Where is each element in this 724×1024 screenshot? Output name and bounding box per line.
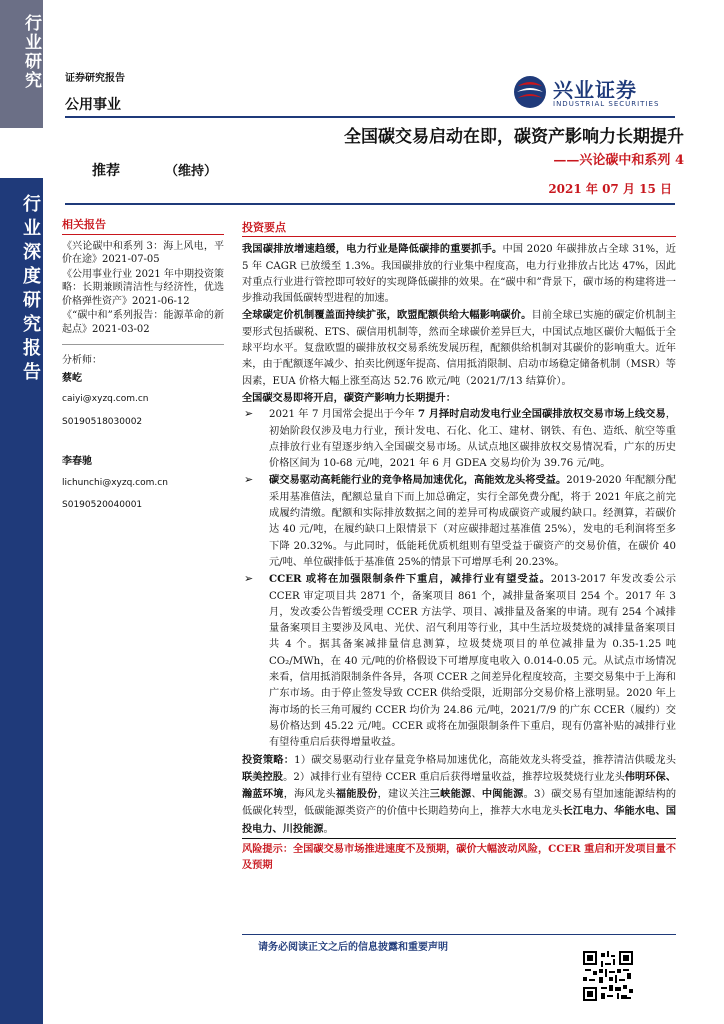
analyst-name: 蔡屹 (62, 372, 82, 384)
strategy-text: 、 (471, 789, 482, 801)
p2-bold: 全球碳定价机制覆盖面持续扩张，欧盟配额供给大幅影响碳价。 (242, 309, 532, 322)
analyst-email[interactable]: lichunchi@xyzq.com.cn (62, 477, 168, 488)
risk-warning: 风险提示：全国碳交易市场推进速度不及预期，碳价大幅波动风险，CCER 重启和开发项目量不及预期 (242, 838, 676, 874)
report-type: 证券研究报告 (65, 73, 125, 84)
p1-bold: 我国碳排放增速趋缓，电力行业是降低碳排的重要抓手。 (242, 243, 503, 256)
p2-text: 目前全球已实施的碳定价机制主要形式包括碳税、ETS、碳信用机制等，然而全球碳价差异巨大，中国试点地区碳价大幅低于全球平均水平。复盘欧盟的碳排放权交易系统发展历程，配额供给机制对其碳价的影响重大。近年来，由于配额逐年减少、拍卖比例逐年提高、信用抵消限制、启动市场稳定储备机制（MSR）等因素，EUA 价格大幅上涨至高达 52.76 欧元/吨（2021/7/13 结算价）。 (242, 310, 677, 387)
bullet-ccer (242, 571, 676, 751)
strategy-text: 。3）碳交易有望加速能源结构的低碳化转型，低碳能源类资产的价值中长期趋势向上，推荐大水电龙头 (242, 789, 677, 818)
sidebar-top-band (0, 0, 43, 128)
sidebar-main-label: 行业深度研究报告 (20, 194, 41, 386)
investment-highlights-heading: 投资要点 (242, 220, 676, 237)
strategy-text: ，建议关注 (377, 789, 430, 801)
industry-name: 公用事业 (65, 97, 121, 113)
b1-bold: 7 月择时启动发电行业全国碳排放权交易市场上线交易 (417, 408, 666, 421)
qr-code-icon (583, 951, 633, 1001)
analyst-name: 李春驰 (62, 456, 92, 467)
report-title: 全国碳交易启动在即，碳资产影响力长期提升 (344, 127, 684, 147)
header-bottom-divider (65, 203, 675, 205)
related-reports-title: 相关报告 (62, 218, 224, 235)
strategy-text: 1）碳交易驱动行业存量竞争格局加速优化，高能效龙头将受益，推荐清洁供暖龙头 (294, 754, 676, 766)
analyst-card (62, 372, 224, 430)
b3-bold: CCER 或将在加强限制条件下重启，减排行业有望受益。 (269, 573, 551, 586)
header-divider (65, 116, 675, 118)
footer-disclaimer: 请务必阅读正文之后的信息披露和重要声明 (258, 942, 448, 953)
strategy-text: ，海风龙头 (283, 789, 336, 801)
strategy-stock: 联美控股 (242, 770, 284, 783)
strategy-label: 投资策略： (242, 753, 295, 766)
logo-text-cn: 兴业证券 (553, 78, 637, 102)
paragraph-emission-trend (242, 241, 676, 307)
related-report-item[interactable]: 《公用事业行业 2021 年中期投资策略：长期兼顾清洁性与经济性，优选价格弹性资产》2021-06-12 (62, 268, 224, 307)
report-subtitle: ——兴论碳中和系列 4 (553, 153, 684, 168)
bullet-national-market (242, 406, 676, 472)
b2-text: 2019-2020 年配额分配采用基准值法，配额总量自下而上加总确定，实行全部免费分配，将于 2021 年底之前完成履约清缴。配额和实际排放数据之间的差异可构成碳资产或履约缺口。经测算，若碳价达 40 元/吨，在履约缺口上限情景下（对应碳排超过基准值 25%），发电的毛利润将至多下降 20.32%。与此同时，低能耗优质机组则有望受益于碳资产的交易价值，在碳价 40 元/吨、单位碳排低于基准值 25%的情景下可增厚毛利 20.23%。 (269, 475, 676, 568)
b1-text-a: 2021 年 7 月国常会提出于今年 (269, 409, 418, 421)
p1-text: 中国 2020 年碳排放占全球 31%，近 5 年 CAGR 已放缓至 1.3%。我国碳排放的行业集中程度高，电力行业排放占比达 47%，因此对重点行业进行管控即可较好的实现降低碳排的效果。在“碳中和”背景下，碳市场的构建将进一步推动我国低碳转型进程的加速。 (242, 244, 676, 305)
strategy-stock: 中闽能源 (481, 788, 524, 801)
rating-note: （维持） (165, 164, 218, 179)
footer-divider (242, 934, 676, 935)
related-reports-list (62, 240, 224, 337)
paragraph-carbon-pricing (242, 307, 676, 389)
strategy-stock: 福能股份 (335, 788, 378, 801)
related-report-item[interactable]: 《“碳中和”系列报告：能源革命的新起点》2021-03-02 (62, 310, 224, 335)
paragraph-strategy (242, 752, 676, 838)
arrow-bullet-icon: ➢ (244, 473, 254, 487)
analyst-license: S0190518030002 (62, 416, 143, 427)
p3-heading: 全国碳交易即将开启，碳资产影响力长期提升： (242, 391, 456, 404)
analyst-license: S0190520040001 (62, 500, 143, 510)
analyst-email[interactable]: caiyi@xyzq.com.cn (62, 394, 149, 404)
related-report-item[interactable]: 《兴论碳中和系列 3：海上风电，平价在途》2021-07-05 (62, 240, 224, 265)
strategy-stock: 伟明环保、瀚蓝环境 (242, 770, 677, 801)
logo-text-en: INDUSTRIAL SECURITIES (553, 100, 660, 108)
strategy-text: 。 (323, 823, 334, 835)
analysts-title: 分析师： (62, 344, 224, 368)
strategy-text: 。2）减排行业有望待 CCER 重启后获得增量收益，推荐垃圾焚烧行业龙头 (283, 771, 625, 783)
report-date: 2021 年 07 月 15 日 (548, 182, 672, 196)
analyst-card (62, 455, 224, 513)
bullet-competition (242, 472, 676, 571)
main-content (242, 220, 676, 874)
rating: 推荐 (92, 163, 120, 179)
left-column (62, 218, 224, 522)
strategy-stock: 三峡能源 (429, 788, 472, 801)
strategy-stock: 长江电力、华能水电、国投电力、川投能源 (242, 805, 677, 835)
sidebar-main-band (0, 178, 43, 1024)
b1-text-b: ，初始阶段仅涉及电力行业，预计发电、石化、化工、建材、钢铁、有色、造纸、航空等重点排放行业有望逐步纳入全国碳交易市场。从试点地区碳排放权交易情况看，广东的历史价格区间为 10-68 元/吨，2021 年 6 月 GDEA 交易均价为 39.76 元/吨。 (269, 409, 676, 470)
arrow-bullet-icon: ➢ (244, 572, 254, 586)
sidebar-top-label: 行业研究 (21, 14, 41, 90)
arrow-bullet-icon: ➢ (244, 407, 254, 421)
b3-text: 2013-2017 年发改委公示 CCER 审定项目共 2871 个，备案项目 861 个，减排量备案项目 254 个。2017 年 3 月，发改委公告暂缓受理 CCER 方法学、项目、减排量及备案的申请。现有 254 个减排量备案项目主要涉及风电、光伏、沼气利用等行业，其中生活垃圾焚烧的减排量备案项目共 4 个。据其备案减排量信息测算，垃圾焚烧项目的单位减排量为 0.35-1.25 吨 CO₂/MWh，在 40 元/吨的价格假设下可增厚度电收入 0.014-0.05 元。从试点市场情况来看，信用抵消限制条件各异，各项 CCER 之间差异化程度较高，主要交易集中于上海和广东市场。由于停止签发导致 CCER 供给受限，近期部分交易价格上涨明显。2020 年上海市场的长三角可履约 CCER 均价为 24.86 元/吨，2021/7/9 的广东 CCER（履约）交易价格达到 45.22 元/吨。CCER 或将在加强限制条件下重启，现有仍富补贴的减排行业有望待重启后获得增量收益。 (269, 574, 676, 749)
b2-bold: 碳交易驱动高耗能行业的竞争格局加速优化，高能效龙头将受益。 (269, 474, 567, 487)
